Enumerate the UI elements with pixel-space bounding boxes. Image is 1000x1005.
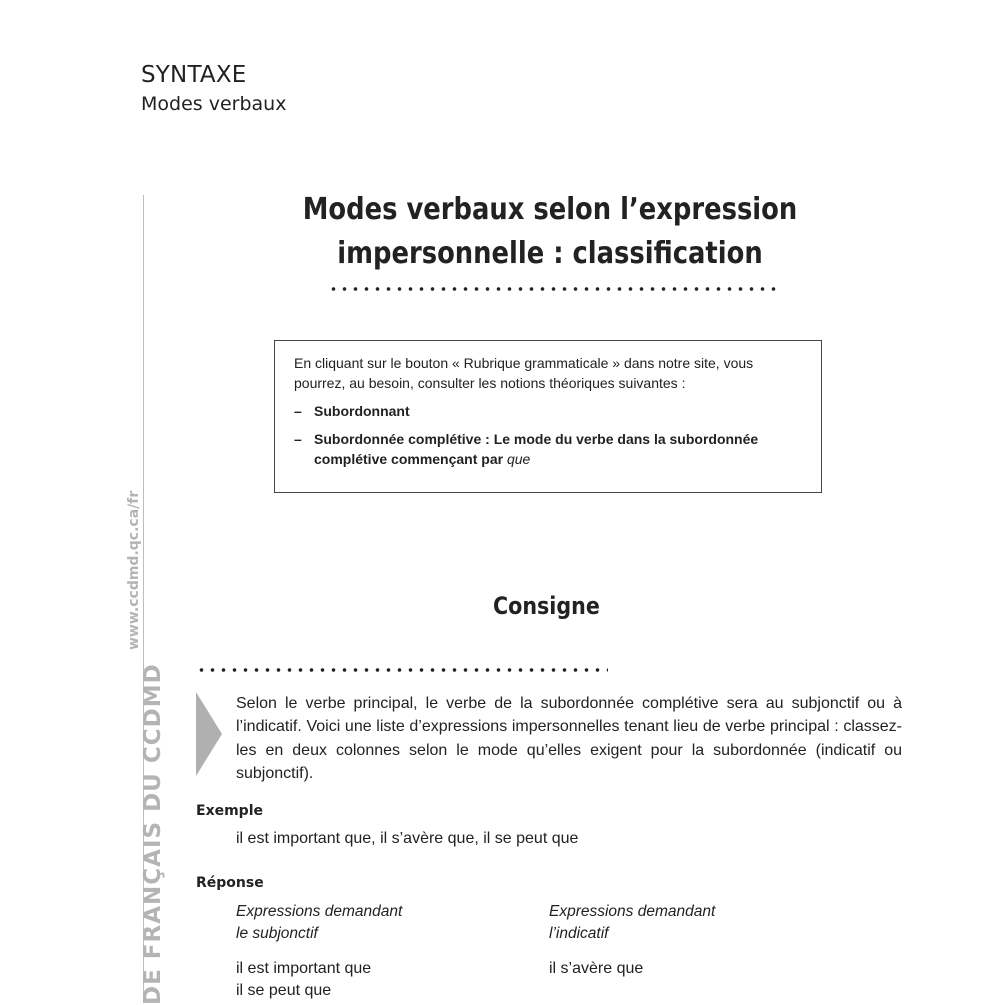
column-heading-line: Expressions demandant <box>236 903 403 920</box>
exemple-label: Exemple <box>196 803 263 819</box>
info-intro: En cliquant sur le bouton « Rubrique grammaticale » dans notre site, vous pourrez, au besoin, consulter les notions théoriques suivantes : <box>294 355 754 391</box>
consigne-paragraph: Selon le verbe principal, le verbe de la subordonnée complétive sera au subjonctif ou à l’indicatif. Voici une liste d’expressions impersonnelles tenant lieu de verbe principal : classez-les en deux colonnes selon le mode qu’elles exigent pour la subordonnée (indicatif ou subjonctif). <box>236 695 902 782</box>
column-heading-line: le subjonctif <box>236 924 318 942</box>
arrow-marker-icon <box>196 692 222 776</box>
info-item-bold-text: Subordonnée complétive : Le mode du verbe dans la subordonnée complétive commençant par <box>314 431 759 467</box>
exemple-text: il est important que, il s’avère que, il se peut que <box>236 830 579 847</box>
list-item: il se peut que <box>236 981 332 999</box>
info-item-label <box>314 429 803 469</box>
reponse-label: Réponse <box>196 875 264 891</box>
section-heading: SYNTAXE <box>141 62 247 88</box>
indicatif-list <box>549 958 643 980</box>
side-brand-text: DE FRANÇAIS DU CCDMD <box>140 663 166 1005</box>
info-dash: – <box>294 431 302 447</box>
column-heading-line: Expressions demandant <box>549 903 716 920</box>
info-item-italic-text: que <box>506 451 531 467</box>
column-heading-line: l’indicatif <box>549 924 609 942</box>
section-subheading: Modes verbaux <box>141 93 287 115</box>
info-item-label: Subordonnant <box>314 403 410 419</box>
column-heading-indicatif <box>549 901 809 944</box>
title-line-1: Modes verbaux selon l’expression <box>302 192 798 227</box>
info-item-subordonnant <box>294 401 803 421</box>
title-line-2: impersonnelle : classification <box>337 236 763 271</box>
info-dash: – <box>294 403 302 419</box>
subjonctif-list <box>236 958 371 1001</box>
title-dotted-rule <box>328 286 776 292</box>
side-url-text: www.ccdmd.qc.ca/fr <box>126 490 142 650</box>
document-title <box>275 188 825 276</box>
column-heading-subjonctif <box>236 901 496 944</box>
list-item: il est important que <box>236 960 372 977</box>
consigne-heading: Consigne <box>493 592 600 620</box>
info-box <box>274 340 822 493</box>
info-item-completive <box>294 429 803 469</box>
list-item: il s’avère que <box>549 960 644 977</box>
consigne-dotted-rule <box>196 667 608 673</box>
